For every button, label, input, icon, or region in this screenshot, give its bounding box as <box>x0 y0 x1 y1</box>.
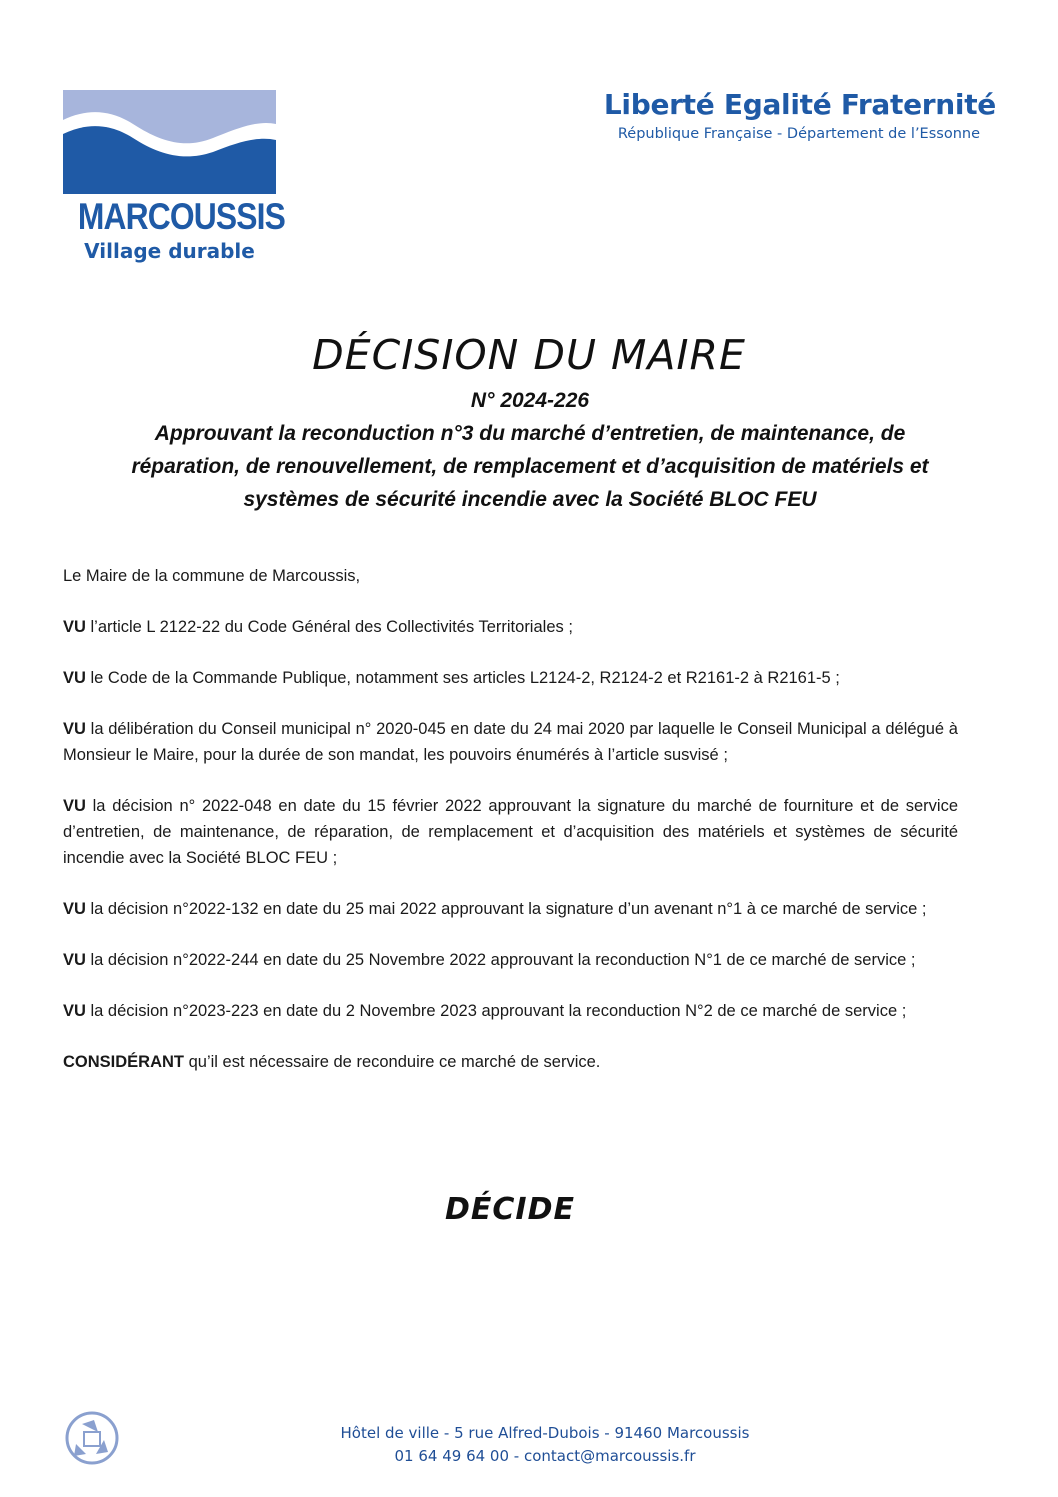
decision-number: N° 2024-226 <box>470 389 590 412</box>
clause-lead: VU <box>63 1002 86 1020</box>
clause-text: la décision n° 2022-048 en date du 15 février 2022 approuvant la signature du marché de fourniture et de service d’entretien, de maintenance, de réparation, de remplacement et d’acquisition des matériels et systèmes de sécurité incendie avec la Société BLOC FEU ; <box>63 797 958 867</box>
document-title: DÉCISION DU MAIRE <box>312 331 746 379</box>
motto-sub: République Française - Département de l’Essonne <box>617 126 980 142</box>
clause-lead: VU <box>63 618 86 636</box>
clause-text: la décision n°2023-223 en date du 2 Novembre 2023 approuvant la reconduction N°2 de ce marché de service ; <box>85 1002 907 1020</box>
clause-paragraph <box>63 614 958 640</box>
republic-motto <box>604 86 996 144</box>
clause-text: le Code de la Commande Publique, notamment ses articles L2124-2, R2124-2 et R2161-2 à R2161-5 ; <box>85 669 840 687</box>
clause-paragraph <box>63 1049 958 1075</box>
clause-lead: VU <box>63 951 86 969</box>
clause-lead: CONSIDÉRANT <box>63 1053 185 1071</box>
clause-text: qu’il est nécessaire de reconduire ce marché de service. <box>184 1053 601 1071</box>
clause-text: la décision n°2022-244 en date du 25 Novembre 2022 approuvant la reconduction N°1 de ce marché de service ; <box>85 951 916 969</box>
clause-text: l’article L 2122-22 du Code Général des Collectivités Territoriales ; <box>85 618 573 636</box>
footer-contact[interactable]: 01 64 49 64 00 - contact@marcoussis.fr <box>394 1447 696 1465</box>
logo-wave-icon <box>63 90 276 194</box>
clause-paragraph <box>63 998 958 1024</box>
logo-tagline: Village durable <box>84 239 255 263</box>
decision-header <box>60 384 1000 516</box>
intro-paragraph: Le Maire de la commune de Marcoussis, <box>63 567 361 585</box>
clause-text: la délibération du Conseil municipal n° 2020-045 en date du 24 mai 2020 par laquelle le Conseil Municipal a délégué à Monsieur le Maire, pour la durée de son mandat, les pouvoirs énumérés à l’article susvisé ; <box>63 720 958 764</box>
clause-paragraph <box>63 947 958 973</box>
decision-body <box>63 563 958 1100</box>
clause-lead: VU <box>63 669 86 687</box>
clause-lead: VU <box>63 720 86 738</box>
footer <box>250 1422 840 1468</box>
subtitle-line: systèmes de sécurité incendie avec la Société BLOC FEU <box>243 488 817 511</box>
subtitle-line: réparation, de renouvellement, de remplacement et d’acquisition de matériels et <box>131 455 929 478</box>
clause-paragraph <box>63 896 958 922</box>
motto-main: Liberté Egalité Fraternité <box>603 88 996 121</box>
decide-heading: DÉCIDE <box>445 1192 575 1227</box>
clause-paragraph <box>63 716 958 768</box>
subtitle-line: Approuvant la reconduction n°3 du marché d’entretien, de maintenance, de <box>154 422 906 445</box>
clause-paragraph <box>63 665 958 691</box>
marcoussis-logo <box>63 90 276 194</box>
clause-lead: VU <box>63 797 86 815</box>
clause-paragraph <box>63 793 958 871</box>
clause-text: la décision n°2022-132 en date du 25 mai 2022 approuvant la signature d’un avenant n°1 à ce marché de service ; <box>85 900 927 918</box>
clause-lead: VU <box>63 900 86 918</box>
logo-name: MARCOUSSIS <box>77 196 286 237</box>
footer-address: Hôtel de ville - 5 rue Alfred-Dubois - 91460 Marcoussis <box>340 1424 750 1442</box>
recycled-paper-icon <box>64 1410 120 1466</box>
